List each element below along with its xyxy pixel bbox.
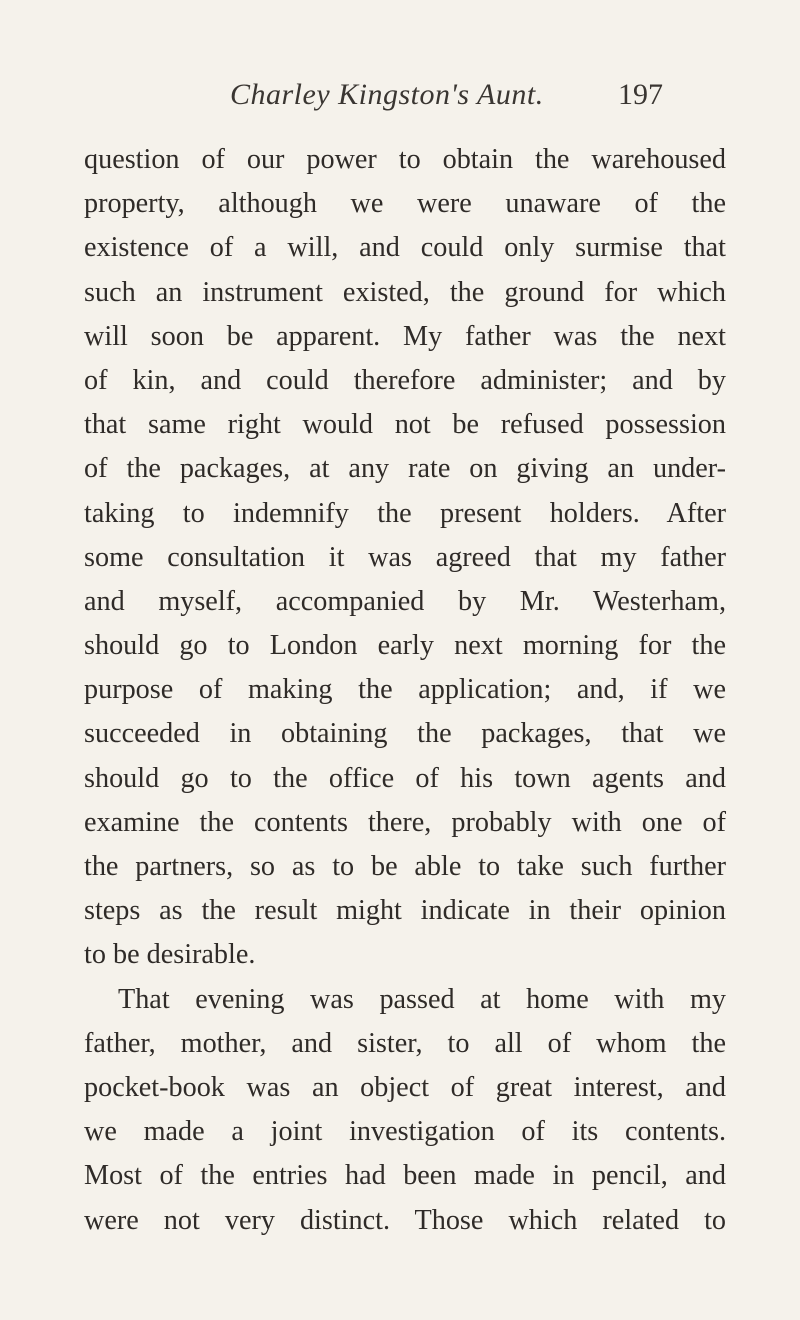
text-line: property, although we were unaware of the xyxy=(84,188,726,220)
text-line: were not very distinct. Those which related to xyxy=(84,1204,726,1236)
text-line: that same right would not be refused possession xyxy=(84,409,726,441)
text-line: should go to London early next morning for the xyxy=(84,630,726,662)
running-title: Charley Kingston's Aunt. xyxy=(230,78,544,111)
text-line: purpose of making the application; and, if we xyxy=(84,674,726,706)
text-line: should go to the office of his town agents and xyxy=(84,762,726,794)
text-line: such an instrument existed, the ground for which xyxy=(84,276,726,308)
text-line: and myself, accompanied by Mr. Westerham, xyxy=(84,585,726,617)
text-line: examine the contents there, probably with one of xyxy=(84,806,726,838)
text-line: some consultation it was agreed that my father xyxy=(84,541,726,573)
text-line: steps as the result might indicate in their opinion xyxy=(84,895,726,927)
text-line: will soon be apparent. My father was the next xyxy=(84,320,726,352)
body-text xyxy=(84,138,726,1243)
text-line: we made a joint investigation of its contents. xyxy=(84,1116,726,1148)
text-line: of the packages, at any rate on giving an under- xyxy=(84,453,726,485)
text-line: question of our power to obtain the warehoused xyxy=(84,144,726,175)
text-line: succeeded in obtaining the packages, that we xyxy=(84,718,726,750)
text-line: That evening was passed at home with my xyxy=(118,983,726,1015)
page-header xyxy=(0,78,800,118)
page-number: 197 xyxy=(618,78,663,111)
text-line: the partners, so as to be able to take such further xyxy=(84,851,726,882)
text-line: existence of a will, and could only surmise that xyxy=(84,232,726,264)
text-line: to be desirable. xyxy=(84,939,256,971)
text-line: of kin, and could therefore administer; and by xyxy=(84,364,726,396)
text-line: Most of the entries had been made in pencil, and xyxy=(84,1160,726,1192)
text-line: father, mother, and sister, to all of whom the xyxy=(84,1027,726,1059)
text-line: pocket-book was an object of great interest, and xyxy=(84,1071,726,1103)
text-line: taking to indemnify the present holders. After xyxy=(84,497,726,529)
